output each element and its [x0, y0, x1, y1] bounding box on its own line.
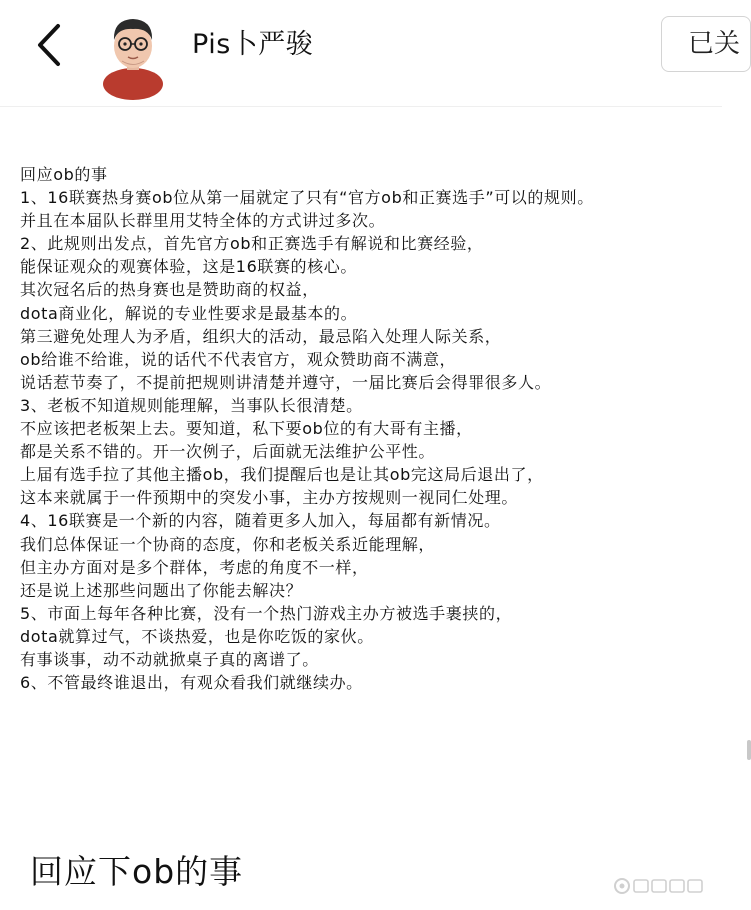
- post-title: 回应下ob的事: [30, 852, 244, 891]
- text-line: 并且在本届队长群里用艾特全体的方式讲过多次。: [20, 211, 386, 231]
- watermark-logo: [612, 876, 712, 896]
- username[interactable]: Pis卜严骏: [192, 29, 314, 60]
- top-bar: [0, 0, 741, 100]
- follow-button[interactable]: 已关: [661, 16, 751, 72]
- chevron-left-icon: [28, 20, 72, 70]
- text-line: 能保证观众的观赛体验，这是16联赛的核心。: [20, 257, 357, 277]
- text-line: 上届有选手拉了其他主播ob，我们提醒后也是让其ob完这局后退出了，: [20, 465, 544, 485]
- text-line: 但主办方面对是多个群体，考虑的角度不一样，: [20, 557, 369, 577]
- text-line: 说话惹节奏了，不提前把规则讲清楚并遵守，一届比赛后会得罪很多人。: [20, 372, 552, 392]
- back-button[interactable]: [28, 20, 72, 70]
- text-line: 5、市面上每年各种比赛，没有一个热门游戏主办方被选手裹挟的，: [20, 603, 513, 623]
- text-line: 都是关系不错的。开一次例子，后面就无法维护公平性。: [20, 442, 436, 462]
- text-line: 回应ob的事: [20, 165, 108, 184]
- text-line: 有事谈事，动不动就掀桌子真的离谱了。: [20, 649, 319, 669]
- post-image-text: [20, 163, 594, 694]
- text-line: 4、16联赛是一个新的内容，随着更多人加入，每届都有新情况。: [20, 511, 501, 531]
- text-line: 1、16联赛热身赛ob位从第一届就定了只有“官方ob和正赛选手”可以的规则。: [20, 188, 594, 208]
- text-line: 6、不管最终谁退出，有观众看我们就继续办。: [20, 673, 363, 693]
- scroll-indicator[interactable]: [747, 740, 751, 760]
- text-line: dota商业化，解说的专业性要求是最基本的。: [20, 303, 358, 323]
- text-line: 不应该把老板架上去。要知道，私下要ob位的有大哥有主播，: [20, 419, 473, 439]
- text-line: 3、老板不知道规则能理解，当事队长很清楚。: [20, 395, 363, 415]
- text-line: 第三避免处理人为矛盾，组织大的活动，最忌陷入处理人际关系，: [20, 326, 502, 346]
- avatar[interactable]: [100, 8, 166, 80]
- text-line: 我们总体保证一个协商的态度，你和老板关系近能理解，: [20, 534, 436, 554]
- text-line: 这本来就属于一件预期中的突发小事，主办方按规则一视同仁处理。: [20, 488, 519, 508]
- text-line: dota就算过气，不谈热爱，也是你吃饭的家伙。: [20, 626, 374, 646]
- post-image[interactable]: [0, 107, 722, 800]
- text-line: 2、此规则出发点，首先官方ob和正赛选手有解说和比赛经验，: [20, 234, 484, 254]
- text-line: 还是说上述那些问题出了你能去解决？: [20, 580, 303, 600]
- text-line: ob给谁不给谁，说的话代不代表官方，观众赞助商不满意，: [20, 349, 457, 369]
- text-line: 其次冠名后的热身赛也是赞助商的权益，: [20, 280, 319, 300]
